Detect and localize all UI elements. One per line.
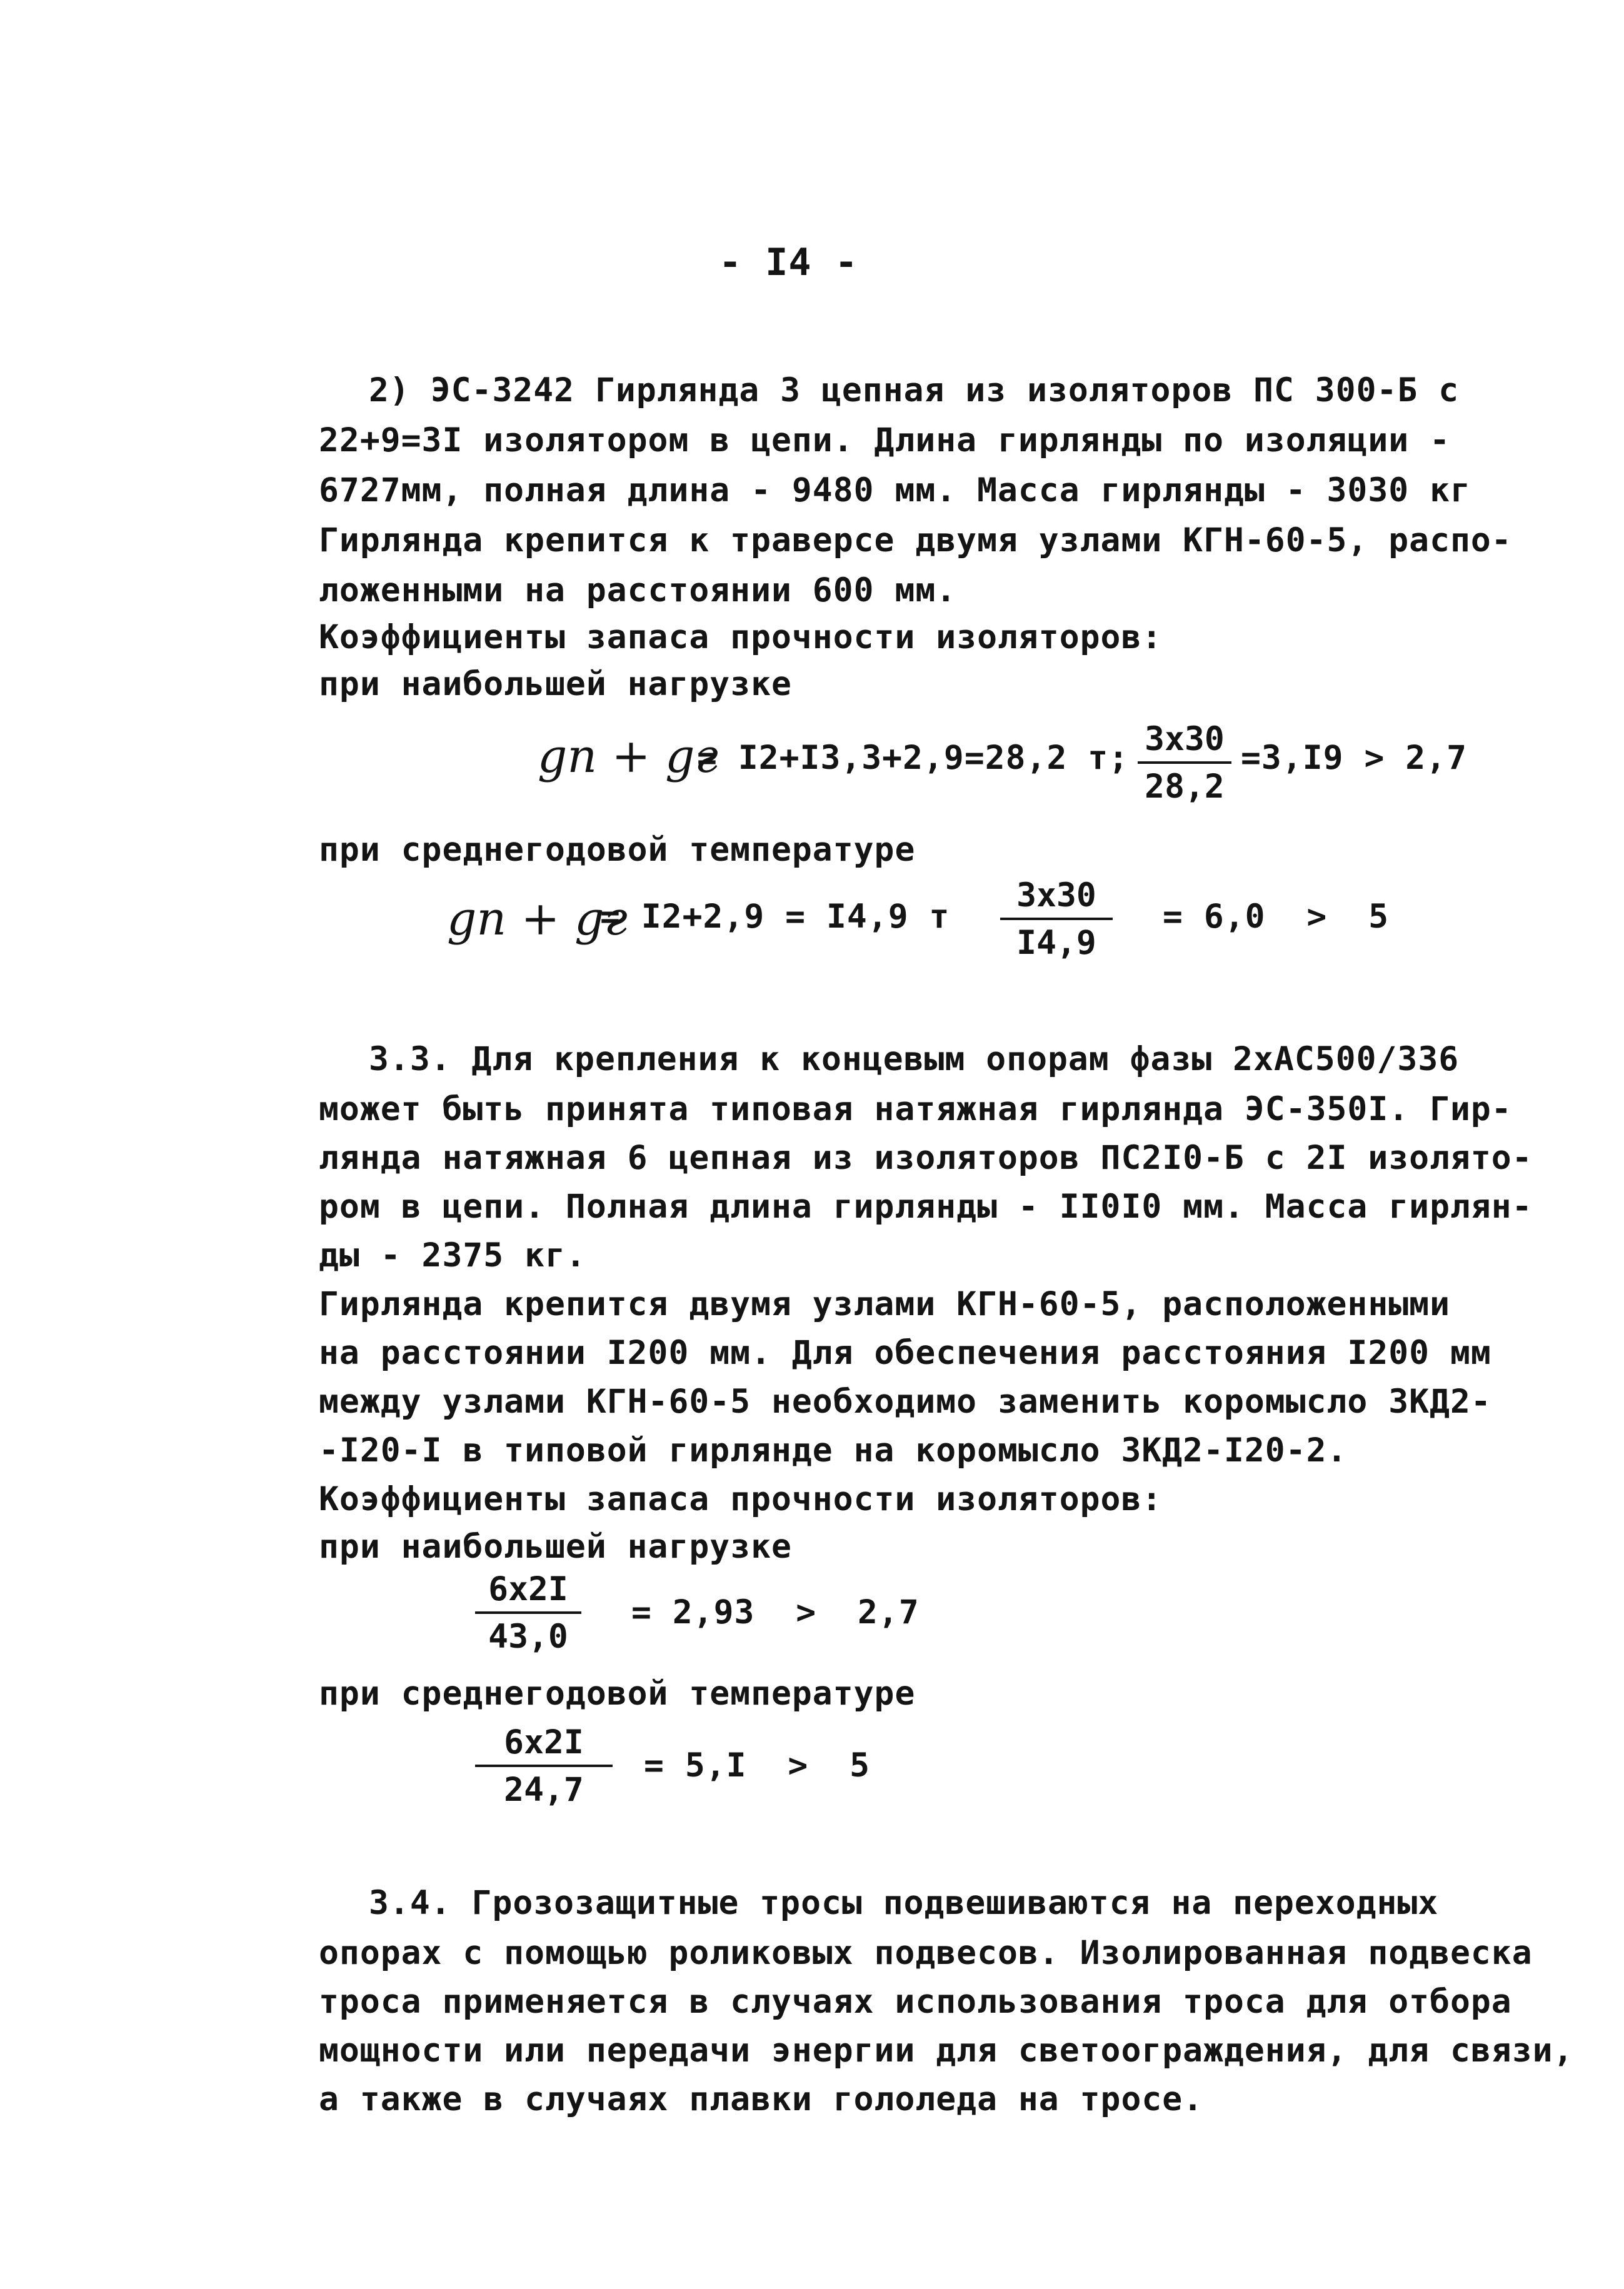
sec33-line-6: Гирлянда крепится двумя узлами КГН-60-5, расположенными (319, 1285, 1450, 1323)
formula-3-fraction (475, 1569, 581, 1658)
sec33-line-11: при наибольшей нагрузке (319, 1528, 792, 1566)
formula-1-result: =3,I9 > 2,7 (1241, 739, 1467, 777)
sec34-line-2: опорах с помощью роликовых подвесов. Изолированная подвеска (319, 1934, 1533, 1972)
sec34-line-1: 3.4. Грозозащитные тросы подвешиваются на переходных (369, 1884, 1439, 1922)
sec33-line-10: Коэффициенты запаса прочности изоляторов: (319, 1480, 1163, 1518)
formula-3-fraction-bar (475, 1611, 581, 1614)
sec33-line-9: -I20-I в типовой гирлянде на коромысло 3КД2-I20-2. (319, 1431, 1348, 1470)
sec2-line-6: Коэффициенты запаса прочности изоляторов: (319, 618, 1163, 656)
sec33-line-4: ром в цепи. Полная длина гирлянды - II0I0 мм. Масса гирлян- (319, 1188, 1533, 1226)
page-number: - I4 - (719, 241, 858, 284)
sec34-line-5: а также в случаях плавки гололеда на тросе. (319, 2080, 1204, 2118)
sec34-line-3: троса применяется в случаях использования троса для отбора (319, 1983, 1512, 2021)
formula-2-numerator: 3х30 (1016, 876, 1096, 914)
formula-3-numerator: 6х2I (488, 1570, 568, 1608)
formula-2-result: = 6,0 > 5 (1163, 898, 1389, 936)
sec33-line-2: может быть принята типовая натяжная гирлянда ЭС-350I. Гир- (319, 1090, 1512, 1128)
sec33-line-3: лянда натяжная 6 цепная из изоляторов ПС2I0-Б с 2I изолято- (319, 1139, 1533, 1177)
sec33-condition-2: при среднегодовой температуре (319, 1675, 916, 1713)
formula-4-fraction (475, 1722, 613, 1811)
sec2-line-7: при наибольшей нагрузке (319, 665, 792, 703)
formula-2-fraction-bar (1000, 918, 1113, 920)
formula-3-result: = 2,93 > 2,7 (631, 1593, 920, 1631)
formula-2-denominator: I4,9 (1016, 924, 1096, 962)
sec2-line-4: Гирлянда крепится к траверсе двумя узлами КГН-60-5, распо- (319, 521, 1512, 559)
sec34-line-4: мощности или передачи энергии для светоограждения, для связи, (319, 2031, 1574, 2070)
formula-1-expr: = I2+I3,3+2,9=28,2 т; (697, 739, 1130, 777)
formula-1-lhs: gп + gг (538, 729, 718, 783)
formula-1-fraction-bar (1138, 761, 1231, 764)
sec2-line-3: 6727мм, полная длина - 9480 мм. Масса гирлянды - 3030 кг (319, 471, 1471, 509)
formula-3-denominator: 43,0 (488, 1618, 568, 1656)
sec33-line-8: между узлами КГН-60-5 необходимо заменить коромысло 3КД2- (319, 1383, 1491, 1421)
formula-2-lhs: gп + gг (447, 892, 628, 946)
sec2-condition-2: при среднегодовой температуре (319, 831, 916, 869)
sec33-line-5: ды - 2375 кг. (319, 1236, 586, 1275)
formula-2-fraction (1000, 875, 1113, 964)
sec2-line-2: 22+9=3I изолятором в цепи. Длина гирлянды по изоляции - (319, 421, 1450, 459)
formula-4-fraction-bar (475, 1765, 613, 1767)
formula-1-fraction (1138, 719, 1231, 808)
formula-4-denominator: 24,7 (504, 1771, 584, 1809)
formula-1-numerator: 3х30 (1145, 720, 1225, 758)
sec2-line-5: ложенными на расстоянии 600 мм. (319, 571, 957, 609)
formula-1-denominator: 28,2 (1145, 768, 1225, 806)
sec2-line-1: 2) ЭС-3242 Гирлянда 3 цепная из изоляторов ПС 300-Б с (369, 371, 1460, 409)
formula-4-numerator: 6х2I (504, 1723, 584, 1761)
formula-4-result: = 5,I > 5 (644, 1746, 870, 1785)
formula-2-expr: = I2+2,9 = I4,9 т (600, 898, 950, 936)
sec33-line-1: 3.3. Для крепления к концевым опорам фазы 2хАС500/336 (369, 1040, 1460, 1078)
sec33-line-7: на расстоянии I200 мм. Для обеспечения расстояния I200 мм (319, 1334, 1491, 1372)
